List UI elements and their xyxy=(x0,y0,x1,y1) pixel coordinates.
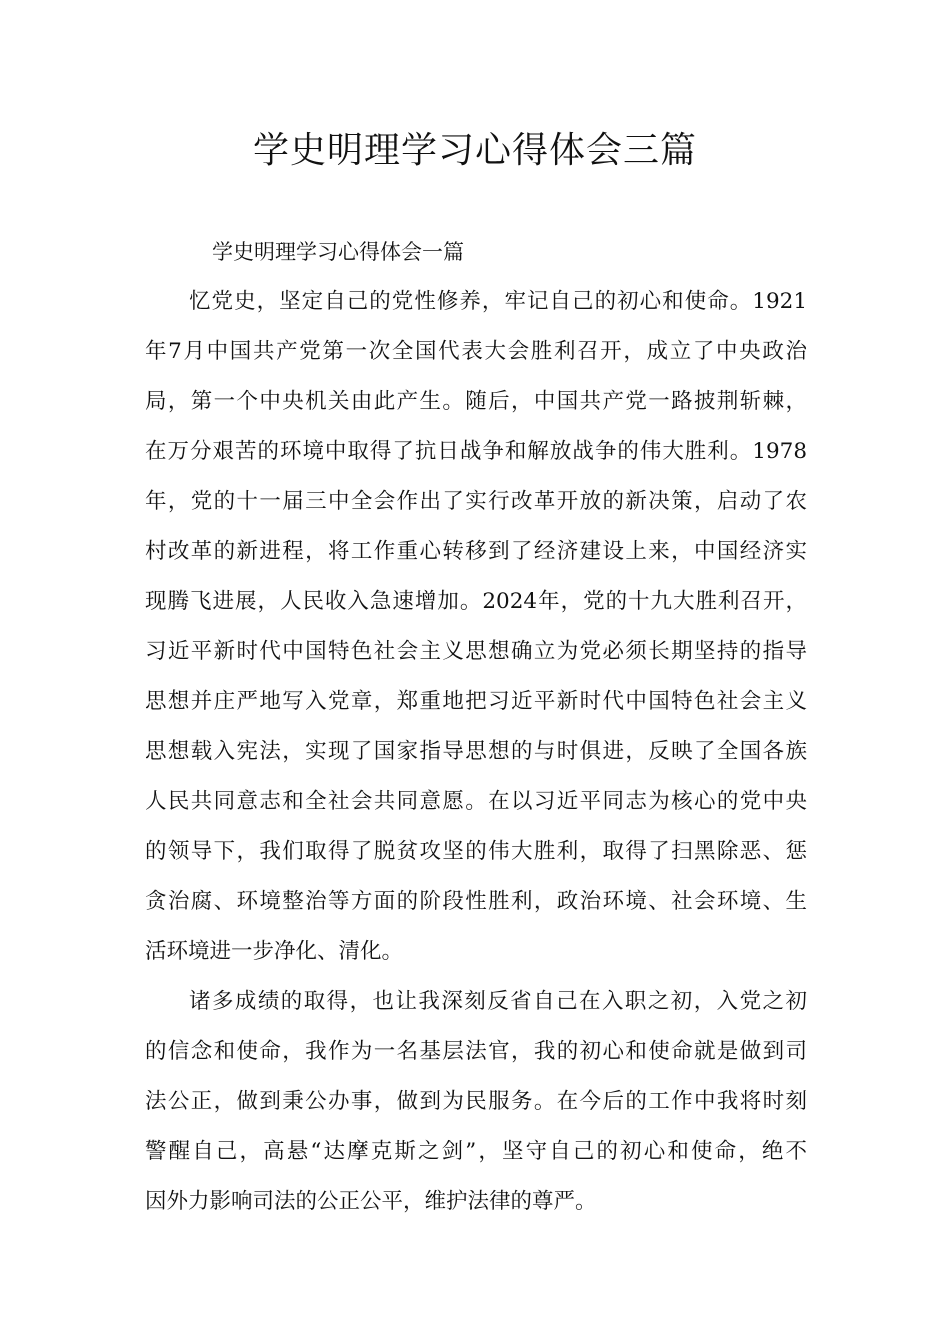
paragraph-line: 年，党的十一届三中全会作出了实行改革开放的新决策，启动了农 xyxy=(145,489,807,514)
paragraph-line: 人民共同意志和全社会共同意愿。在以习近平同志为核心的党中央 xyxy=(145,789,807,814)
paragraph-line: 警醒自己，高悬“达摩克斯之剑”，坚守自己的初心和使命，绝不 xyxy=(145,1139,807,1164)
paragraph-line: 在万分艰苦的环境中取得了抗日战争和解放战争的伟大胜利。1978 xyxy=(145,439,807,464)
paragraph-line: 诸多成绩的取得，也让我深刻反省自己在入职之初，入党之初 xyxy=(189,989,807,1014)
paragraph-line: 村改革的新进程，将工作重心转移到了经济建设上来，中国经济实 xyxy=(145,539,807,564)
paragraph-line: 习近平新时代中国特色社会主义思想确立为党必须长期坚持的指导 xyxy=(145,639,807,664)
paragraph-line: 贪治腐、环境整治等方面的阶段性胜利，政治环境、社会环境、生 xyxy=(145,889,807,914)
paragraph-line: 活环境进一步净化、清化。 xyxy=(145,939,404,964)
paragraph-line: 局，第一个中央机关由此产生。随后，中国共产党一路披荆斩棘， xyxy=(145,389,807,414)
paragraph-line: 思想载入宪法，实现了国家指导思想的与时俱进，反映了全国各族 xyxy=(145,739,807,764)
paragraph-line: 现腾飞进展，人民收入急速增加。2024年，党的十九大胜利召开， xyxy=(145,589,807,614)
paragraph-line: 忆党史，坚定自己的党性修养，牢记自己的初心和使命。1921 xyxy=(189,289,807,314)
paragraph-line: 因外力影响司法的公正公平，维护法律的尊严。 xyxy=(145,1189,597,1214)
paragraph-line: 法公正，做到秉公办事，做到为民服务。在今后的工作中我将时刻 xyxy=(145,1089,807,1114)
paragraph-2 xyxy=(145,977,807,1227)
paragraph-line: 的信念和使命，我作为一名基层法官，我的初心和使命就是做到司 xyxy=(145,1039,807,1064)
paragraph-line: 年7月中国共产党第一次全国代表大会胜利召开，成立了中央政治 xyxy=(145,339,807,364)
document-title: 学史明理学习心得体会三篇 xyxy=(252,130,697,171)
paragraph-line: 的领导下，我们取得了脱贫攻坚的伟大胜利，取得了扫黑除恶、惩 xyxy=(145,839,807,864)
paragraph-line: 思想并庄严地写入党章，郑重地把习近平新时代中国特色社会主义 xyxy=(145,689,807,714)
paragraph-1 xyxy=(145,277,807,977)
section-title: 学史明理学习心得体会一篇 xyxy=(212,240,464,264)
